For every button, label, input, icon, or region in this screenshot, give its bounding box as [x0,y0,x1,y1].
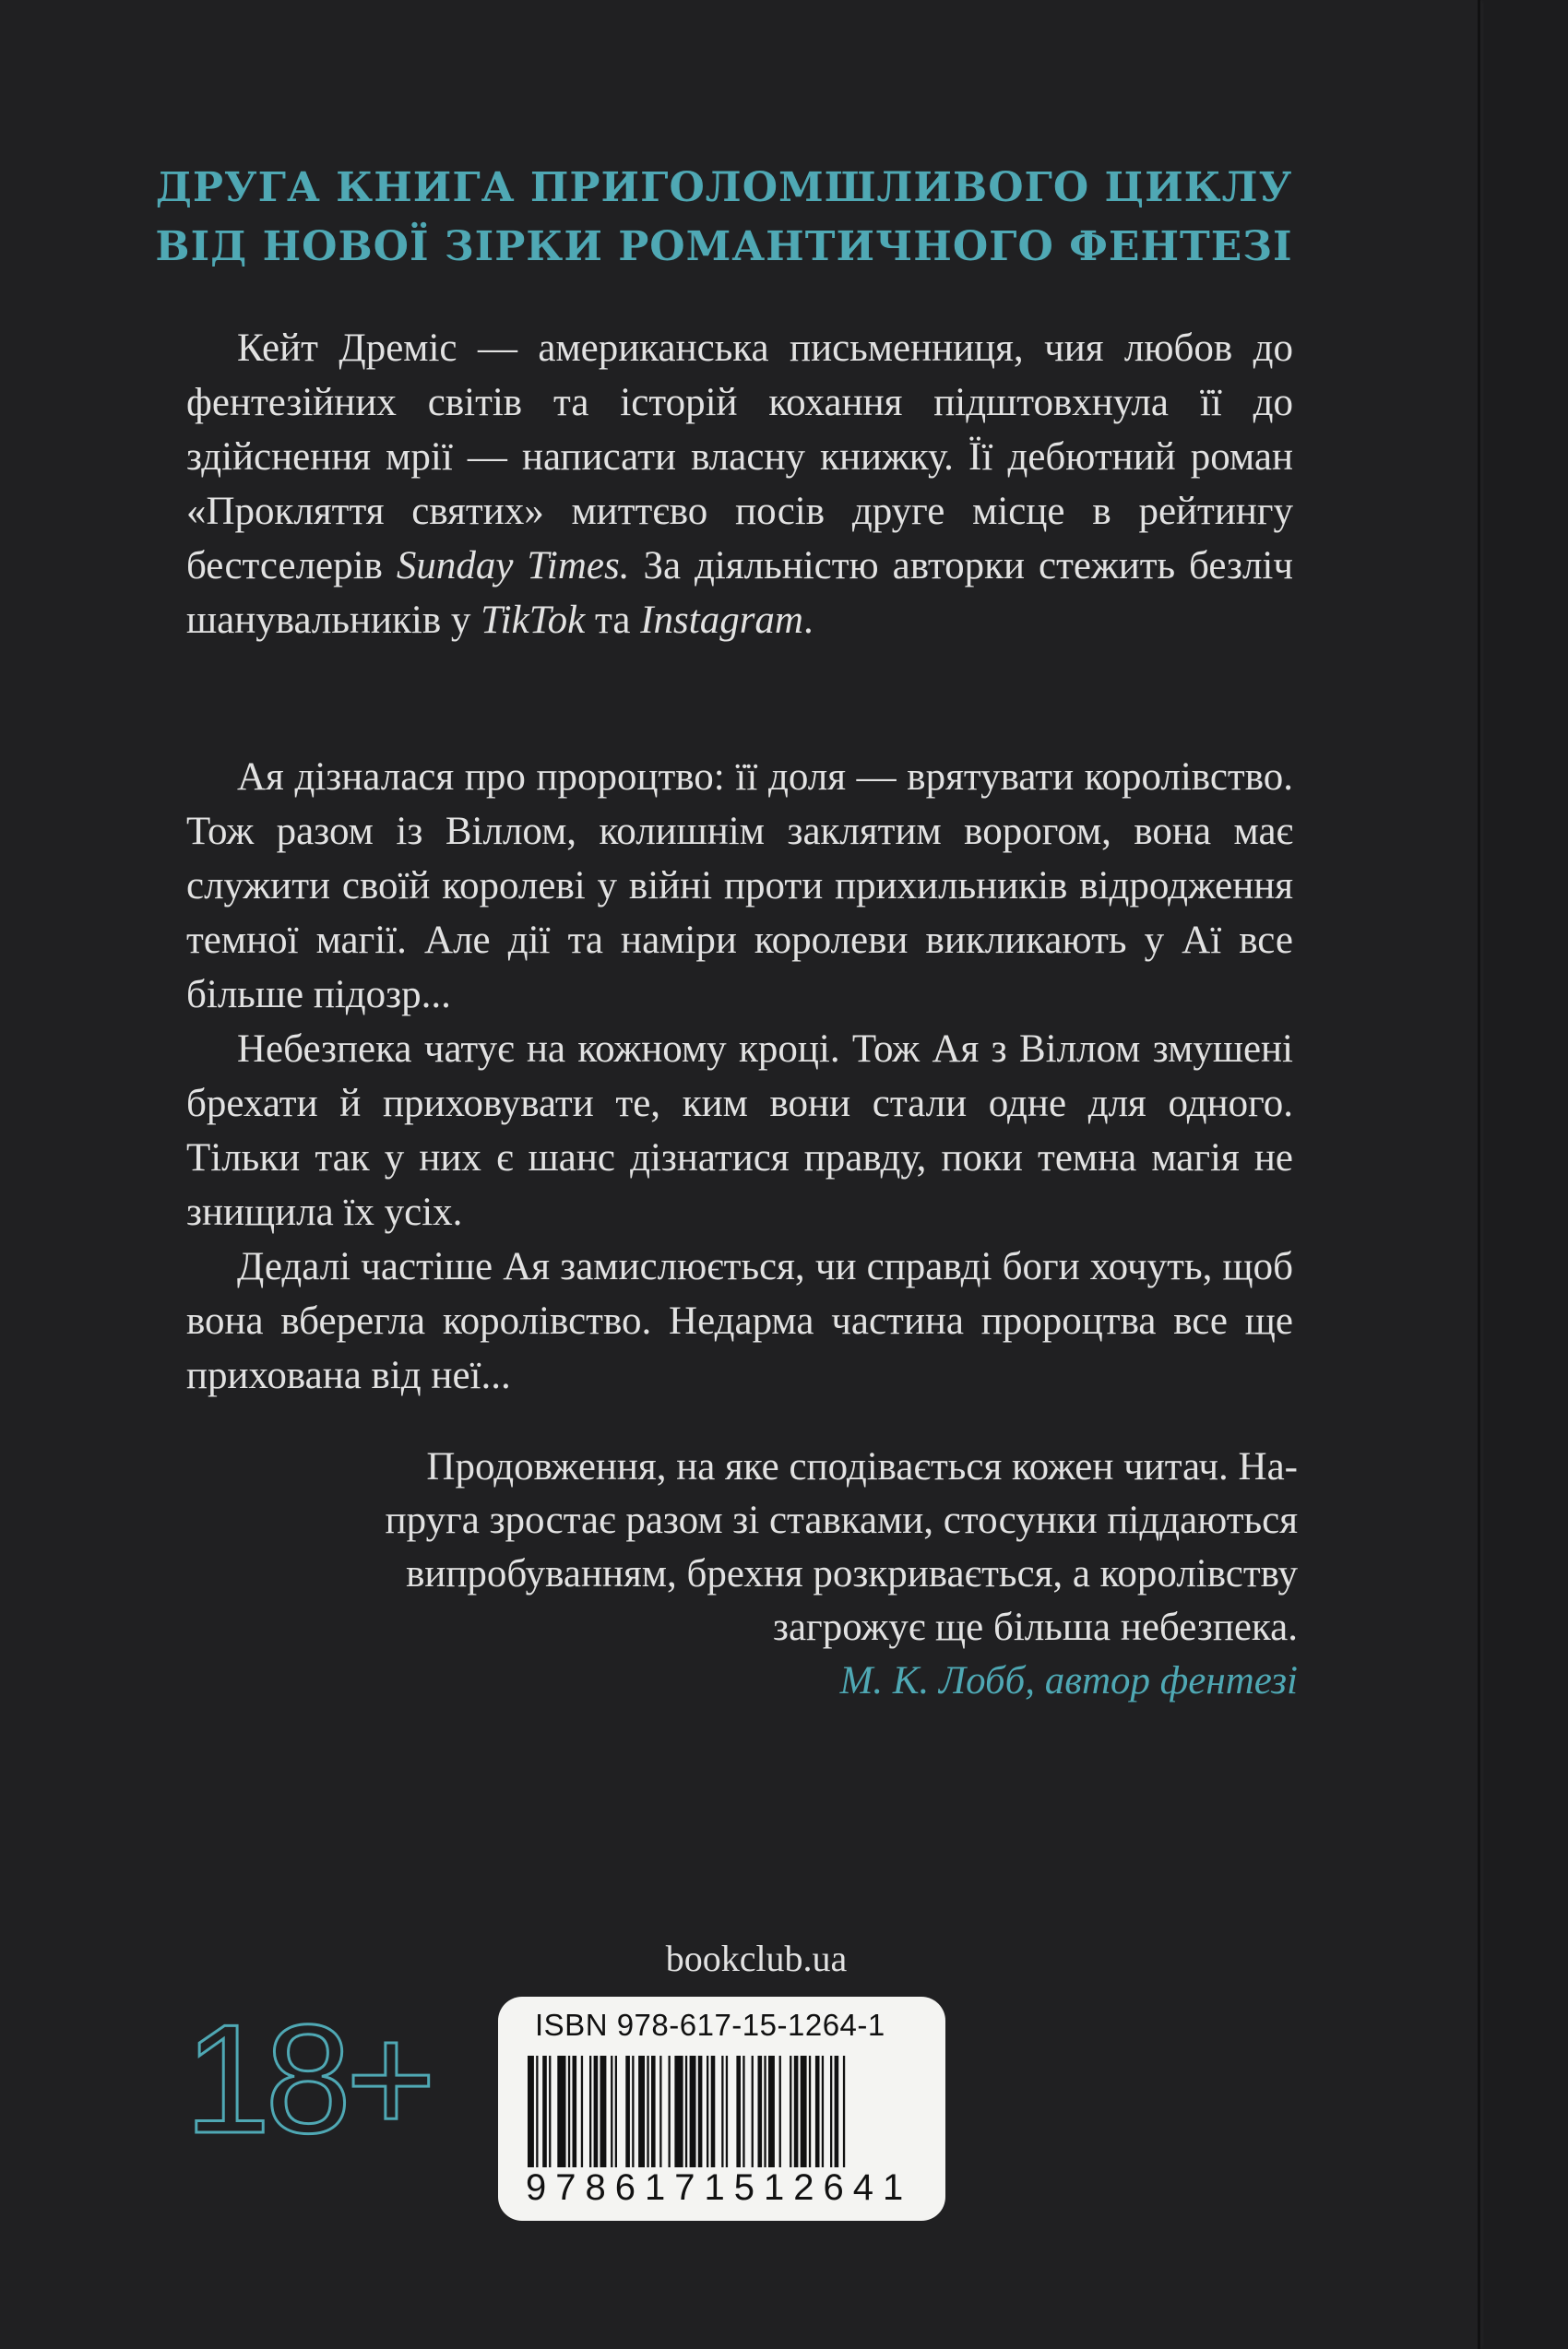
age-rating-badge: 18+ [184,1992,431,2165]
quote-line-3: випробуванням, брехня розкривається, а королівству [406,1552,1298,1596]
spine-fold [1478,0,1480,2349]
bio-and: та [585,599,641,642]
instagram-name: Instagram [640,599,803,642]
quote-attribution: М. К. Лобб, автор фентезі [839,1659,1298,1702]
headline-line-2: ВІД НОВОЇ ЗІРКИ РОМАНТИЧНОГО ФЕНТЕЗІ [155,223,1293,270]
plot-paragraph-1: Ая дізналася про пророцтво: її доля — врятувати королівство. Тож разом із Віллом, колишнім заклятим ворогом, вона має служити своїй королеві у війні проти прихильників відродження темної магії. Але дії та наміри королеви викликають у Аї все більше підозр... [186,755,1293,1016]
ean-digits: 9786171512641 [526,2167,913,2208]
headline [129,159,1319,277]
bio-text-2: За діяльністю авторки стежить безліч шанувальників у [186,544,1293,642]
sunday-times-title: Sunday Times. [396,544,630,587]
isbn-number: ISBN 978-617-15-1264-1 [535,2008,885,2042]
quote-line-2: пруга зростає разом зі ставками, стосунки піддаються [385,1499,1298,1542]
author-bio-paragraph [186,321,1293,647]
publisher-website: bookclub.ua [665,1938,848,1979]
plot-paragraph-2: Небезпека чатує на кожному кроці. Тож Ая з Віллом змушені брехати й приховувати те, ким вони стали одне для одного. Тільки так у них є шанс дізнатися правду, поки темна магія не знищила їх усіх. [186,1027,1293,1234]
author-bio [186,321,1293,647]
quote-line-1: Продовження, на яке сподівається кожен читач. На- [426,1445,1298,1489]
bio-end: . [802,599,814,642]
tiktok-name: TikTok [481,599,586,642]
plot-paragraph-3: Дедалі частіше Ая замислюється, чи справді боги хочуть, щоб вона вберегла королівство. Недарма частина пророцтва все ще прихована від неї... [186,1245,1293,1397]
quote-line-4: загрожує ще більша небезпека. [772,1606,1298,1649]
barcode-label [498,1997,945,2221]
plot-summary [186,750,1293,1403]
spine-edge [1480,0,1568,2349]
bio-text-1: Кейт Дреміс — американська письменниця, чия любов до фентезійних світів та історій кохання підштовхнула її до здійснення мрії — написати власну книжку. Її дебютний роман «Прокляття святих» миттєво посів друге місце в рейтингу бестселерів [186,326,1293,587]
headline-line-1: ДРУГА КНИГА ПРИГОЛОМШЛИВОГО ЦИКЛУ [155,164,1293,211]
review-quote [186,1441,1298,1708]
